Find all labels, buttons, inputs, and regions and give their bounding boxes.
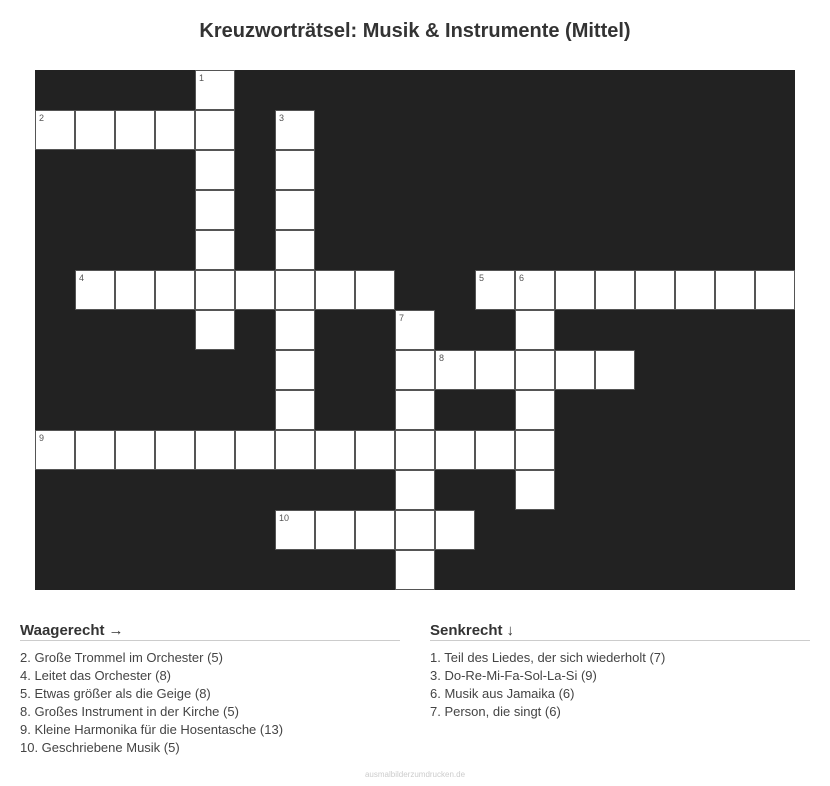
down-clue: 1. Teil des Liedes, der sich wiederholt (7): [430, 650, 666, 665]
grid-cell[interactable]: [395, 390, 435, 430]
across-clue: 2. Große Trommel im Orchester (5): [20, 650, 223, 665]
across-clue: 4. Leitet das Orchester (8): [20, 668, 172, 683]
grid-cell[interactable]: [395, 430, 435, 470]
across-clue: 10. Geschriebene Musik (5): [20, 740, 180, 755]
grid-cell[interactable]: [475, 270, 515, 310]
grid-cell[interactable]: [395, 350, 435, 390]
grid-cell[interactable]: [75, 270, 115, 310]
grid-cell[interactable]: [275, 270, 315, 310]
grid-cell[interactable]: [355, 430, 395, 470]
grid-cell[interactable]: [195, 270, 235, 310]
grid-cell[interactable]: [275, 110, 315, 150]
grid-cell[interactable]: [635, 270, 675, 310]
grid-cell[interactable]: [195, 310, 235, 350]
grid-cell[interactable]: [395, 550, 435, 590]
grid-cell[interactable]: [275, 310, 315, 350]
down-clues: [430, 622, 810, 721]
grid-cell[interactable]: [595, 270, 635, 310]
clue-number: 6: [519, 273, 525, 283]
grid-cell[interactable]: [35, 430, 75, 470]
grid-cell[interactable]: [395, 470, 435, 510]
grid-cell[interactable]: [475, 350, 515, 390]
clue-number: 9: [39, 433, 45, 443]
clue-number: 7: [399, 313, 405, 323]
grid-cell[interactable]: [195, 230, 235, 270]
clue-number: 3: [279, 113, 285, 123]
down-arrow-icon: ↓: [506, 622, 515, 639]
grid-cell[interactable]: [195, 110, 235, 150]
grid-cell[interactable]: [195, 150, 235, 190]
grid-cell[interactable]: [195, 70, 235, 110]
grid-cell[interactable]: [515, 270, 555, 310]
grid-cell[interactable]: [275, 150, 315, 190]
across-clue: 9. Kleine Harmonika für die Hosentasche (13): [20, 722, 284, 737]
grid-cell[interactable]: [155, 270, 195, 310]
grid-cell[interactable]: [435, 430, 475, 470]
grid-cell[interactable]: [155, 110, 195, 150]
grid-cell[interactable]: [235, 430, 275, 470]
across-heading-label: Waagerecht: [20, 622, 105, 639]
grid-cell[interactable]: [195, 430, 235, 470]
grid-cell[interactable]: [435, 510, 475, 550]
grid-cell[interactable]: [115, 430, 155, 470]
across-clues: [20, 622, 400, 757]
grid-cell[interactable]: [315, 510, 355, 550]
grid-cell[interactable]: [275, 510, 315, 550]
grid-cell[interactable]: [235, 270, 275, 310]
across-clue: 5. Etwas größer als die Geige (8): [20, 686, 211, 701]
grid-cell[interactable]: [675, 270, 715, 310]
clue-number: 5: [479, 273, 485, 283]
footer-credit: ausmalbilderzumdrucken.de: [364, 770, 466, 779]
grid-cell[interactable]: [555, 270, 595, 310]
across-heading: [20, 622, 400, 641]
grid-cell[interactable]: [115, 270, 155, 310]
grid-cell[interactable]: [515, 470, 555, 510]
grid-cell[interactable]: [395, 310, 435, 350]
grid-cell[interactable]: [315, 430, 355, 470]
clue-number: 8: [439, 353, 445, 363]
grid-cell[interactable]: [275, 430, 315, 470]
down-clue: 6. Musik aus Jamaika (6): [430, 686, 575, 701]
grid-cell[interactable]: [515, 390, 555, 430]
clue-number: 2: [39, 113, 45, 123]
grid-cell[interactable]: [275, 350, 315, 390]
right-arrow-icon: →: [108, 622, 124, 639]
down-clue: 3. Do-Re-Mi-Fa-Sol-La-Si (9): [430, 668, 597, 683]
clue-number: 1: [199, 73, 205, 83]
grid-cell[interactable]: [315, 270, 355, 310]
grid-cell[interactable]: [355, 510, 395, 550]
page-title: Kreuzworträtsel: Musik & Instrumente (Mittel): [199, 20, 631, 42]
grid-cell[interactable]: [155, 430, 195, 470]
grid-cell[interactable]: [115, 110, 155, 150]
grid-cell[interactable]: [355, 270, 395, 310]
across-clue: 8. Großes Instrument in der Kirche (5): [20, 704, 239, 719]
grid-cell[interactable]: [515, 350, 555, 390]
grid-cell[interactable]: [75, 430, 115, 470]
down-heading-label: Senkrecht: [430, 622, 503, 639]
grid-cell[interactable]: [275, 190, 315, 230]
grid-cell[interactable]: [35, 110, 75, 150]
down-heading: [430, 622, 810, 641]
grid-cell[interactable]: [515, 310, 555, 350]
grid-cell[interactable]: [515, 430, 555, 470]
grid-cell[interactable]: [195, 190, 235, 230]
grid-cell[interactable]: [475, 430, 515, 470]
across-clue-list: [20, 649, 400, 757]
grid-cell[interactable]: [435, 350, 475, 390]
down-clue-list: [430, 649, 810, 721]
clue-number: 10: [279, 513, 290, 523]
grid-cell[interactable]: [555, 350, 595, 390]
grid-cell[interactable]: [275, 390, 315, 430]
clue-number: 4: [79, 273, 85, 283]
grid-cell[interactable]: [275, 230, 315, 270]
down-clue: 7. Person, die singt (6): [430, 704, 561, 719]
grid-cell[interactable]: [755, 270, 795, 310]
crossword-grid: [35, 70, 795, 590]
grid-cell[interactable]: [75, 110, 115, 150]
grid-cell[interactable]: [595, 350, 635, 390]
grid-cell[interactable]: [715, 270, 755, 310]
grid-cell[interactable]: [395, 510, 435, 550]
